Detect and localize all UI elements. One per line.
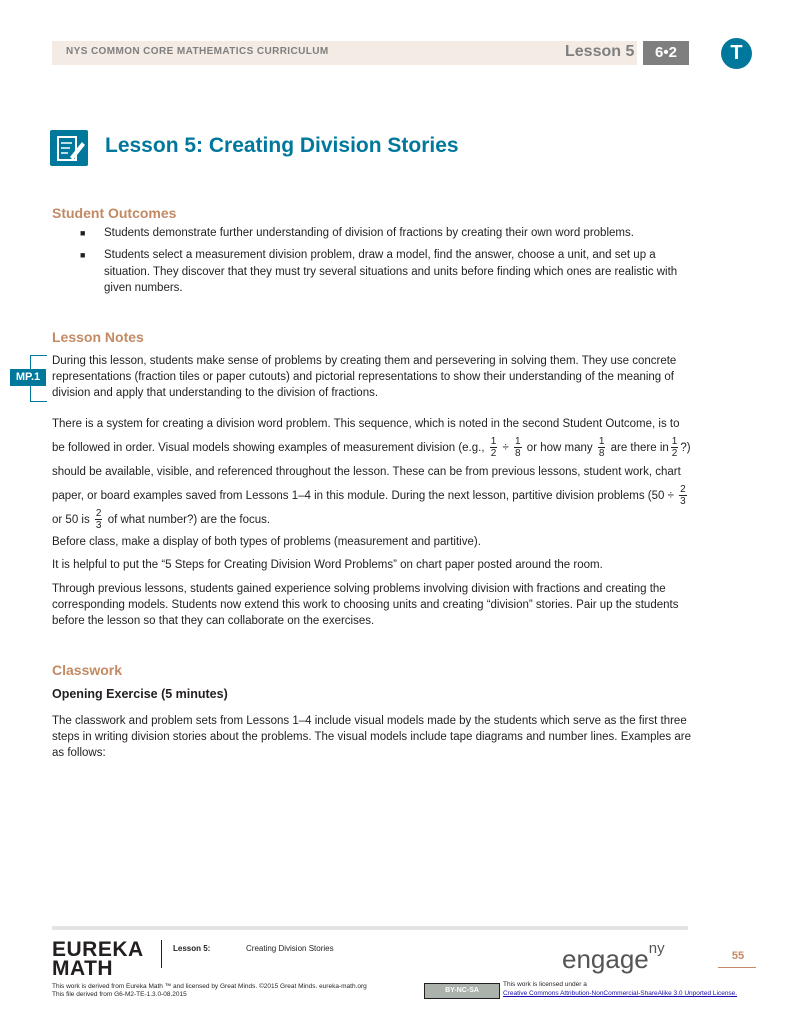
grade-module-badge: 6•2: [643, 41, 689, 65]
outcome-2: Students select a measurement division problem, draw a model, find the answer, choose a unit, and set up a situation. They discover that they must try several situations and units before finding which ones are realistic with given numbers.: [104, 249, 678, 294]
lesson-notebook-icon: [50, 130, 88, 166]
fraction-one-half: $\frac{1}{2}$: [671, 436, 678, 460]
page-number: 55: [731, 950, 745, 962]
curriculum-label: NYS COMMON CORE MATHEMATICS CURRICULUM: [66, 46, 329, 57]
lesson-notes-heading: Lesson Notes: [52, 329, 144, 345]
license-notice: This work is licensed under a Creative Commons Attribution-NonCommercial-ShareAlike 3.0 Unported License.: [503, 981, 738, 997]
notes-paragraph-4: It is helpful to put the “5 Steps for Creating Division Word Problems” on chart paper posted around the room.: [52, 559, 603, 571]
fraction-two-thirds: $\frac{2}{3}$: [95, 508, 102, 532]
classwork-heading: Classwork: [52, 662, 123, 678]
footer-separator: [161, 940, 162, 968]
page-title: Lesson 5: Creating Division Stories: [105, 134, 459, 157]
derived-notice: This work is derived from Eureka Math ™ and licensed by Great Minds. ©2015 Great Minds. eureka-math.org This file derived from G6-M2-TE-1.3.0-08.2015: [52, 983, 367, 998]
footer-lesson-title: Creating Division Stories: [246, 944, 334, 953]
mp1-tag: MP.1: [10, 369, 46, 386]
footer-divider: [52, 926, 688, 930]
footer-lesson-label: Lesson 5:: [173, 944, 211, 953]
teacher-badge: T: [721, 38, 752, 69]
classwork-paragraph: The classwork and problem sets from Lessons 1–4 include visual models made by the students which serve as the first three steps in writing division stories about the problems. The visual models include tape diagrams and number lines. Examples are as follows:: [52, 715, 692, 759]
outcomes-heading: Student Outcomes: [52, 205, 177, 221]
opening-exercise-heading: Opening Exercise (5 minutes): [52, 687, 228, 701]
notes-paragraph-2: There is a system for creating a division word problem. This sequence, which is noted in the second Student Outcome, is to be followed in order. Visual models showing examples of measurement division (e.g., $\frac{1}{2}$ ÷ $\frac{1}{8}$ or how many $\frac{1}{8}$ are there in $\frac{1}{2}$ ?) should be available, visible, and referenced throughout the lesson. These can be from previous lessons, student work, chart paper, or board examples saved from Lessons 1–4 in this module. During the next lesson, partitive division problems (50 ÷ $\frac{2}{3}$ or 50 is $\frac{2}{3}$ of what number?) are the focus.: [52, 418, 691, 532]
fraction-one-eighth: $\frac{1}{8}$: [598, 436, 605, 460]
engageny-logo: engage$^{ny}$: [562, 940, 665, 974]
bullet-marker: ■: [80, 250, 86, 260]
outcome-1: Students demonstrate further understanding of division of fractions by creating their own word problems.: [104, 227, 634, 239]
notes-paragraph-3: Before class, make a display of both types of problems (measurement and partitive).: [52, 536, 481, 548]
bullet-marker: ■: [80, 228, 86, 238]
fraction-two-thirds: $\frac{2}{3}$: [680, 484, 686, 508]
cc-license-badge: BY-NC-SA: [424, 983, 500, 999]
fraction-one-half: $\frac{1}{2}$: [490, 436, 497, 460]
page-number-underline: [718, 967, 756, 968]
eureka-math-logo: EUREKA MATH: [52, 938, 144, 980]
notes-paragraph-5: Through previous lessons, students gained experience solving problems involving division with fractions and creating the corresponding models. Students now extend this work to choosing units and creating “division” stories. Pair up the students before the lesson so that they can collaborate on the exercises.: [52, 583, 679, 627]
license-link[interactable]: Creative Commons Attribution-NonCommercial-ShareAlike 3.0 Unported License.: [503, 990, 738, 997]
header-lesson: Lesson 5: [565, 43, 635, 60]
fraction-one-eighth: $\frac{1}{8}$: [515, 436, 521, 460]
notes-paragraph-1: During this lesson, students make sense of problems by creating them and persevering in solving them. They use concrete representations (fraction tiles or paper cutouts) and pictorial representations to show their understanding of the meaning of division and apply that understanding to the division of fractions.: [52, 355, 677, 399]
